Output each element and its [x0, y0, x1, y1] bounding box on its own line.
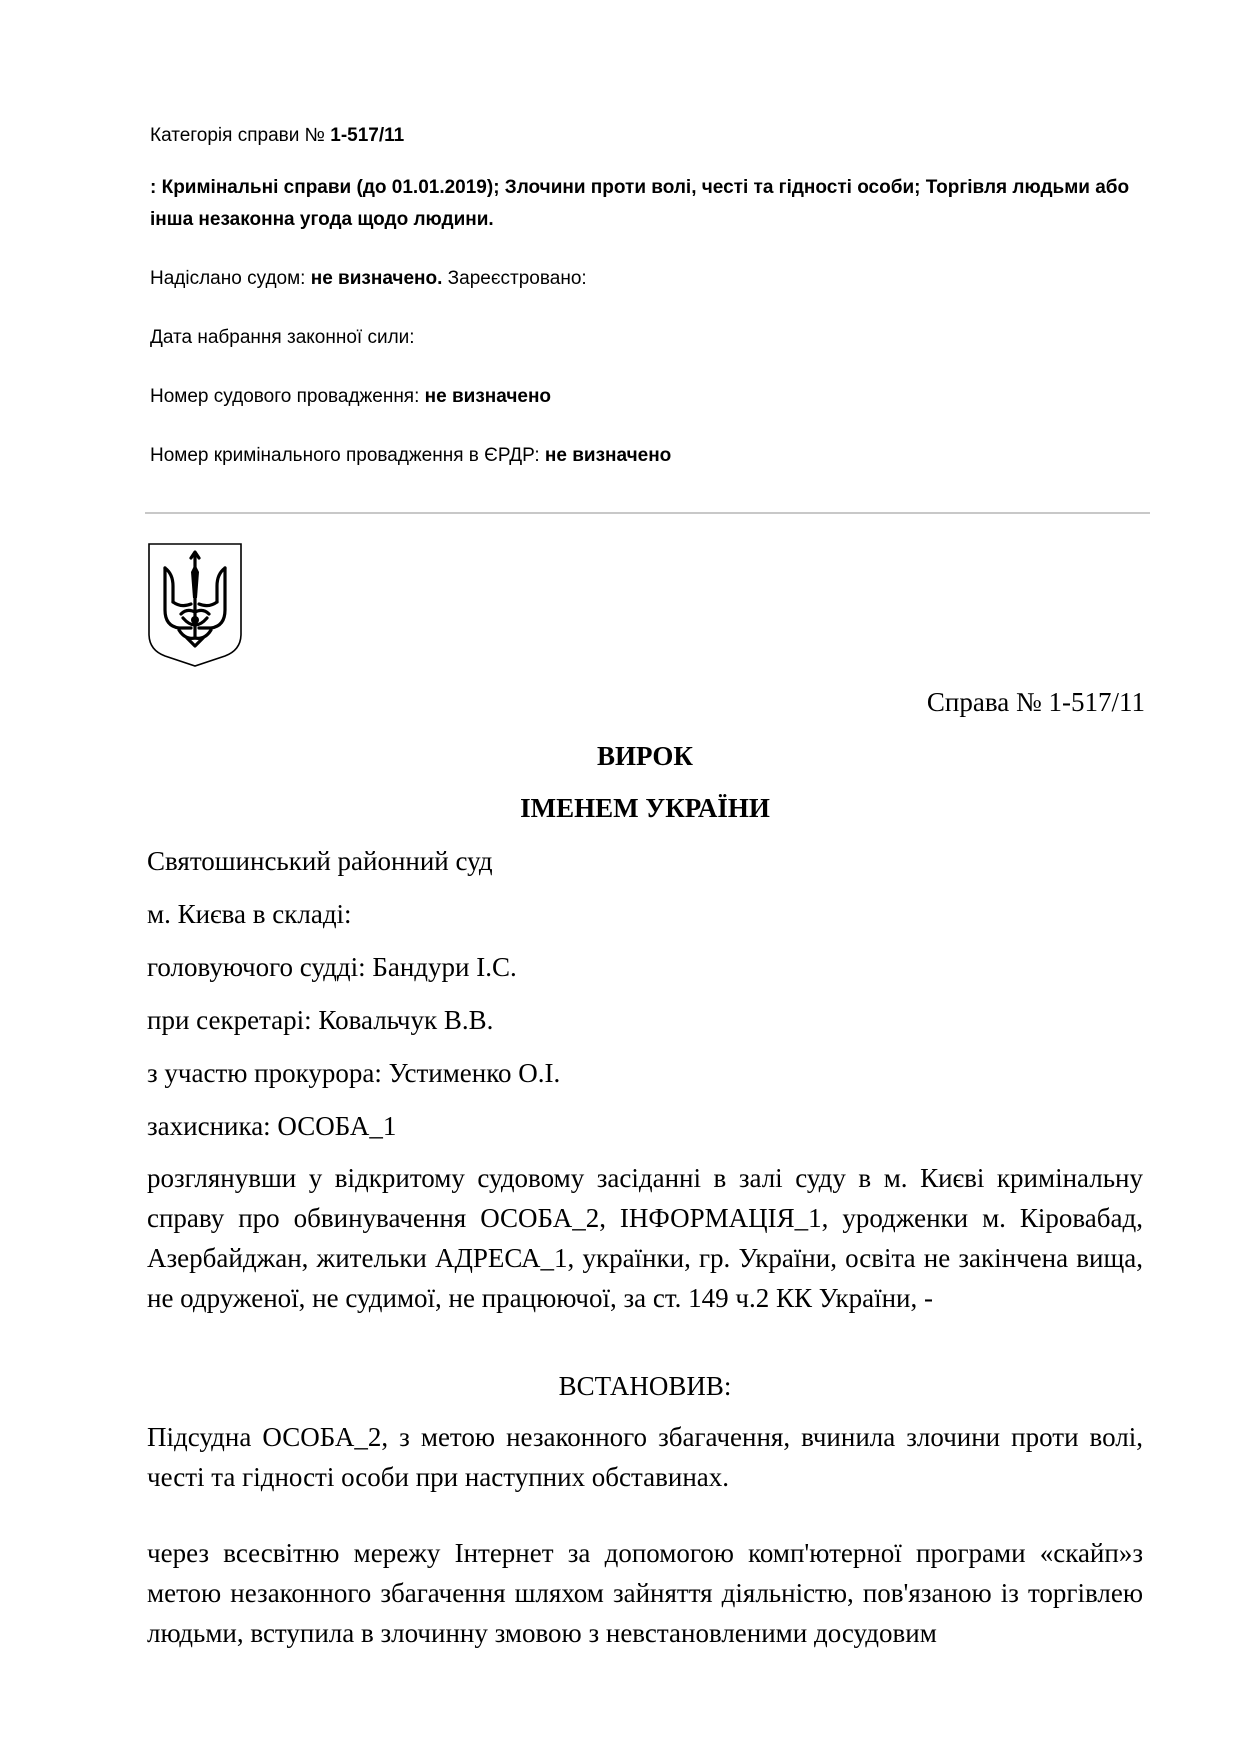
effective-date-label: Дата набрання законної сили: [150, 327, 415, 348]
presiding-judge: головуючого судді: Бандури І.С. [147, 952, 517, 982]
case-subject: : Кримінальні справи (до 01.01.2019); Злочини проти волі, честі та гідності особи; Торгівля людьми або інша незаконна угода щодо людини. [150, 177, 1130, 230]
header-divider [145, 512, 1150, 514]
case-category-number: 1-517/11 [330, 125, 405, 146]
sent-by-court-label: Надіслано судом: [150, 268, 311, 289]
intro-paragraph: розглянувши у відкритому судовому засіданні в залі суду в м. Києві кримінальну справу про обвинувачення ОСОБА_2, ІНФОРМАЦІЯ_1, уродженки м. Кіровабад, Азербайджан, жительки АДРЕСА_1, українки, гр. України, освіта не закінчена вища, не одруженої, не судимої, не працюючої, за ст. 149 ч.2 КК України, - [147, 1163, 1143, 1313]
court-name: Святошинський районний суд [147, 846, 493, 876]
sent-by-court-value: не визначено. [310, 268, 443, 289]
defender: захисника: ОСОБА_1 [147, 1111, 397, 1141]
case-number: Справа № 1-517/11 [926, 687, 1145, 717]
sent-by-court-line [150, 263, 1150, 295]
ukraine-trident-emblem-icon [147, 542, 243, 668]
verdict-subtitle: ІМЕНЕМ УКРАЇНИ [520, 793, 770, 823]
court-proceeding-value: не визначено [424, 386, 552, 407]
erdr-proceeding-label: Номер кримінального провадження в ЄРДР: [150, 445, 545, 466]
effective-date-line [150, 322, 1150, 354]
court-city: м. Києва в складі: [147, 899, 352, 929]
erdr-proceeding-line [150, 440, 1150, 472]
prosecutor: з участю прокурора: Устименко О.І. [147, 1058, 561, 1088]
erdr-proceeding-value: не визначено [544, 445, 672, 466]
court-proceeding-line [150, 381, 1150, 413]
case-category-line [150, 120, 1150, 152]
court-proceeding-label: Номер судового провадження: [150, 386, 425, 407]
court-secretary: при секретарі: Ковальчук В.В. [147, 1005, 494, 1035]
body-paragraph: через всесвітню мережу Інтернет за допомогою комп'ютерної програми «скайп»з метою незаконного збагачення шляхом зайняття діяльністю, пов'язаною із торгівлею людьми, вступила в злочинну змовою з невстановленими досудовим [147, 1538, 1143, 1648]
established-heading: ВСТАНОВИВ: [558, 1371, 732, 1401]
body-paragraph: Підсудна ОСОБА_2, з метою незаконного збагачення, вчинила злочини проти волі, честі та гідності особи при наступних обставинах. [147, 1422, 1143, 1492]
verdict-title: ВИРОК [597, 741, 693, 771]
case-category-label: Категорія справи № [150, 125, 331, 146]
registered-label: Зареєстровано: [442, 268, 587, 289]
